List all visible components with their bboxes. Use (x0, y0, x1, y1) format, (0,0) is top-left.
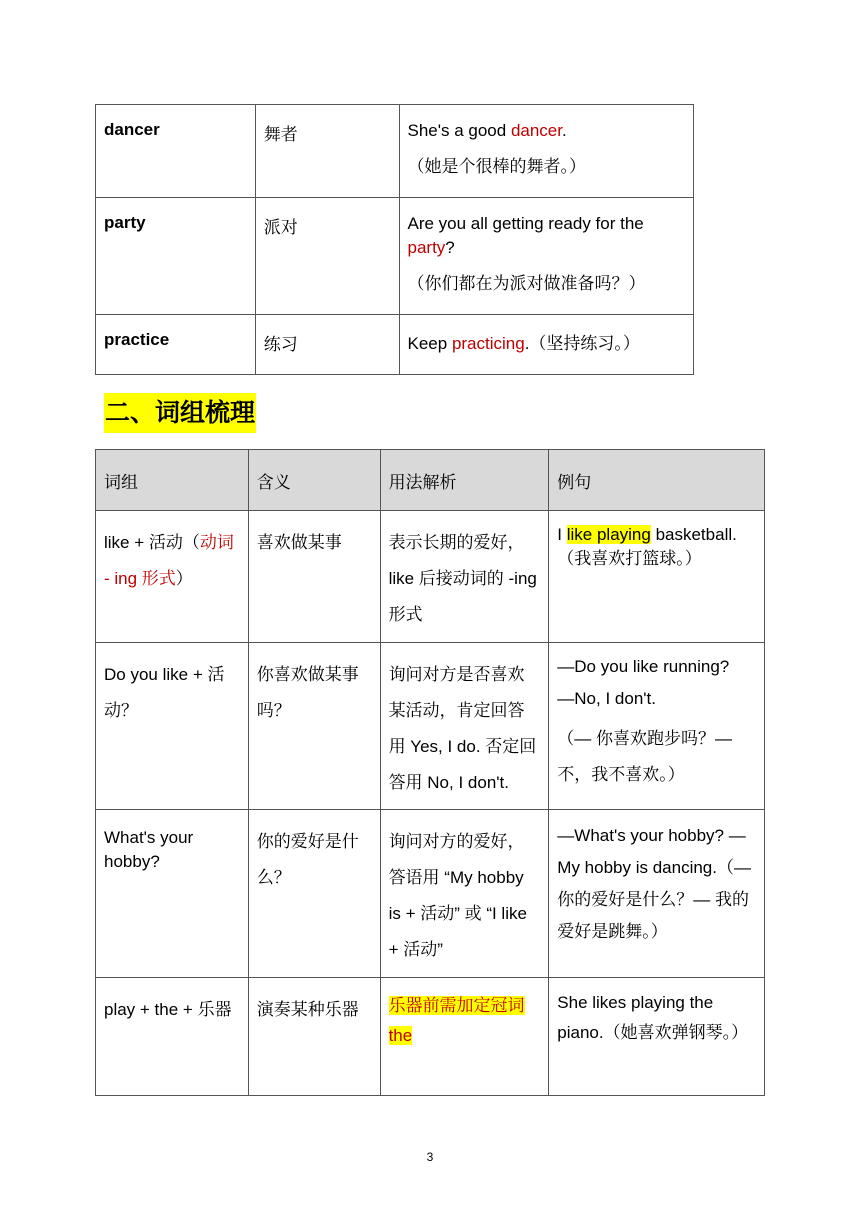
example-text: Are you all getting ready for the (407, 214, 644, 233)
vocab-word: practice (96, 315, 256, 375)
vocab-meaning: 练习 (255, 315, 399, 375)
example-translation: （你们都在为派对做准备吗？） (407, 274, 646, 293)
column-header: 含义 (248, 450, 380, 511)
usage-cell: 表示长期的爱好，like 后接动词的 -ing 形式 (380, 511, 549, 643)
vocab-word: party (96, 198, 256, 315)
meaning-cell: 你喜欢做某事吗？ (248, 643, 380, 810)
vocab-word: dancer (96, 105, 256, 198)
example-text: Keep (407, 334, 452, 353)
meaning-cell: 喜欢做某事 (248, 511, 380, 643)
column-header: 例句 (549, 450, 765, 511)
example-text: She's a good (407, 121, 511, 140)
vocab-example (399, 315, 694, 375)
meaning-cell: 演奏某种乐器 (248, 978, 380, 1096)
example-cell: —What's your hobby? — My hobby is dancing.（— 你的爱好是什么？— 我的爱好是跳舞。） (549, 810, 765, 978)
table-row (96, 315, 694, 375)
vocab-meaning: 派对 (255, 198, 399, 315)
usage-cell: 询问对方的爱好，答语用 “My hobby is + 活动” 或 “I like + 活动” (380, 810, 549, 978)
highlighted-phrase: like playing (566, 525, 651, 544)
example-translation: （— 你喜欢跑步吗？— 不，我不喜欢。） (557, 729, 733, 784)
column-header: 用法解析 (380, 450, 549, 511)
usage-cell (380, 978, 549, 1096)
keyword: 动词 - ing 形式 (104, 533, 234, 588)
example-line: —Do you like running? (557, 657, 730, 676)
page-number: 3 (426, 1150, 434, 1164)
column-header: 词组 (96, 450, 249, 511)
example-text: basketball.（我喜欢打篮球。） (557, 525, 737, 568)
table-row (96, 810, 765, 978)
example-text: ? (445, 238, 455, 257)
example-text: . (561, 121, 567, 140)
phrase-cell: What's your hobby? (96, 810, 249, 978)
phrase-text: ） (175, 569, 193, 588)
meaning-cell: 你的爱好是什么？ (248, 810, 380, 978)
table-row (96, 511, 765, 643)
example-cell (549, 511, 765, 643)
table-row (96, 198, 694, 315)
phrase-text: like + 活动（ (104, 533, 200, 552)
example-text: I (557, 525, 567, 544)
vocabulary-table (95, 104, 694, 375)
phrase-cell: Do you like + 活动？ (96, 643, 249, 810)
keyword: dancer (510, 121, 562, 140)
keyword: practicing (451, 334, 525, 353)
example-cell (549, 643, 765, 810)
example-line: —No, I don't. (557, 689, 656, 708)
phrase-table (95, 449, 765, 1096)
example-text: .（坚持练习。） (524, 334, 640, 353)
example-translation: （她是个很棒的舞者。） (407, 157, 586, 176)
section-heading: 二、词组梳理 (104, 393, 256, 433)
phrase-cell (96, 511, 249, 643)
table-row (96, 643, 765, 810)
table-row (96, 105, 694, 198)
highlighted-note: 乐器前需加定冠词 the (388, 996, 525, 1045)
vocab-example (399, 198, 694, 315)
usage-cell: 询问对方是否喜欢某活动，肯定回答用 Yes, I do. 否定回答用 No, I don't. (380, 643, 549, 810)
phrase-cell: play + the + 乐器 (96, 978, 249, 1096)
example-cell: She likes playing the piano.（她喜欢弹钢琴。） (549, 978, 765, 1096)
table-row (96, 978, 765, 1096)
vocab-meaning: 舞者 (255, 105, 399, 198)
vocab-example (399, 105, 694, 198)
table-header-row (96, 450, 765, 511)
keyword: party (407, 238, 446, 257)
